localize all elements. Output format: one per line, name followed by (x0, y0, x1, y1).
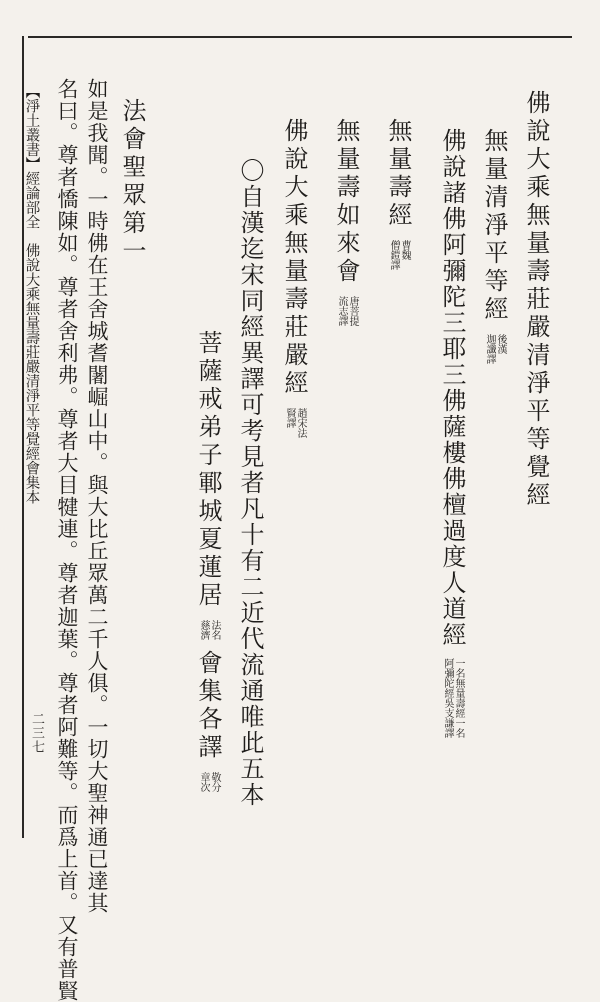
translation-5-translator: 趙宋法 賢譯 (284, 408, 306, 438)
translation-4-translator: 唐菩提 流志譯 (336, 296, 358, 326)
translation-1-title: 無量清淨平等經 (480, 128, 508, 324)
sutra-title: 佛說大乘無量壽莊嚴清淨平等覺經 (522, 90, 550, 510)
translation-5 (282, 118, 306, 438)
body-line-2: 名曰。尊者憍陳如。尊者舍利弗。尊者大目犍連。尊者迦葉。尊者阿難等。而爲上首。又有普賢 (55, 78, 79, 1002)
body-line-1: 如是我聞。一時佛在王舍城耆闍崛山中。與大比丘眾萬二千人俱。一切大聖神通已達其 (85, 78, 109, 914)
compiler-line (196, 330, 220, 792)
translation-1 (482, 128, 506, 364)
translation-4-title: 無量壽如來會 (332, 118, 360, 286)
chapter-title: 法會聖眾第一 (118, 98, 146, 266)
running-title: 佛說大乘無量壽莊嚴清淨平等覺經會集本 (23, 243, 40, 504)
translation-4 (334, 118, 358, 326)
running-head (24, 84, 39, 504)
translation-2-translator: 一名無量壽經一名 阿彌陀經吳支謙譯 (442, 658, 464, 738)
page-number: 二三七 (29, 712, 44, 754)
translation-3 (386, 118, 410, 270)
editorial-note: 〇自漢迄宋同經異譯可考見者凡十有二近代流通唯此五本 (236, 158, 264, 808)
compiler-name: 菩薩戒弟子鄆城夏蓮居 (194, 330, 222, 610)
compiler-respect: 敬分 章次 (198, 772, 220, 792)
compiler-compiled: 會集各譯 (194, 650, 222, 762)
translation-2 (440, 128, 464, 738)
section-name: 經論部全 (23, 171, 40, 229)
translation-5-title: 佛說大乘無量壽莊嚴經 (280, 118, 308, 398)
translation-3-translator: 曹魏 僧鎧譯 (388, 240, 410, 270)
top-rule (28, 36, 572, 38)
compiler-dharma-name: 法名 慈濟 (198, 620, 220, 640)
series-name: 【淨土叢書】 (23, 84, 40, 171)
translation-2-title: 佛說諸佛阿彌陀三耶三佛薩樓佛檀過度人道經 (438, 128, 466, 648)
translation-3-title: 無量壽經 (384, 118, 412, 230)
translation-1-translator: 後漢 迦讖譯 (484, 334, 506, 364)
